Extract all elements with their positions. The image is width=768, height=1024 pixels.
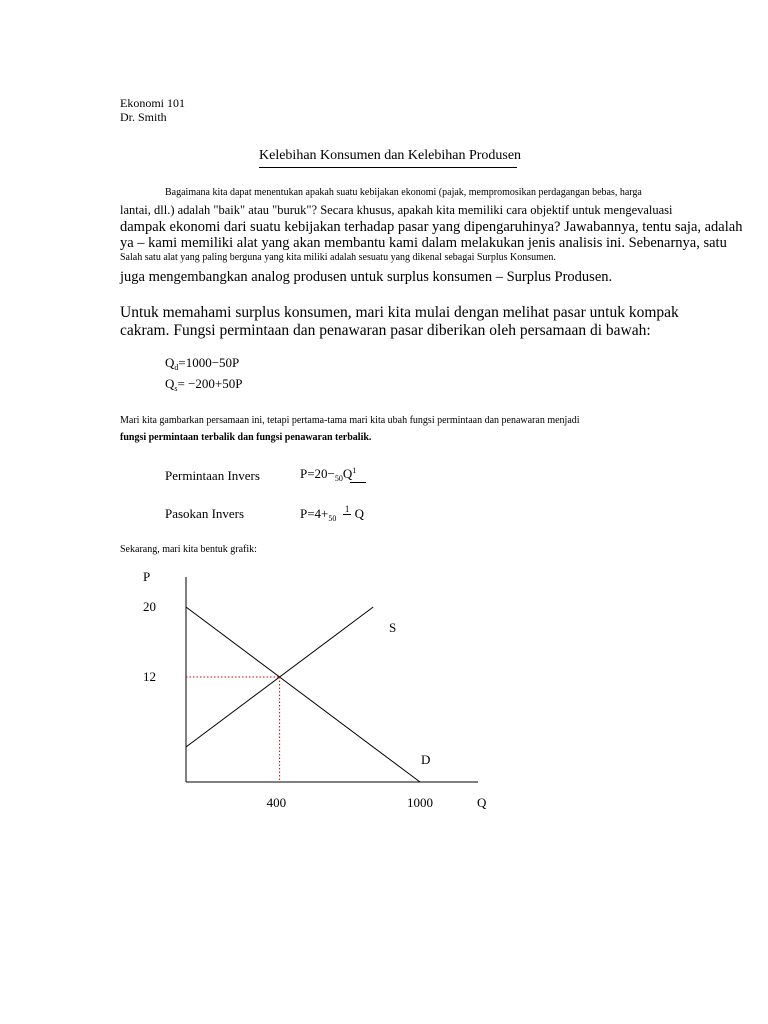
page-title: Kelebihan Konsumen dan Kelebihan Produsen (259, 148, 522, 163)
title-underline (259, 167, 517, 168)
y-tick-label-12: 12 (143, 669, 156, 684)
course-name: Ekonomi 101 (120, 96, 185, 110)
x-axis-label: Q (477, 795, 487, 810)
inverse-supply-equation: $P=4+_{50}$ 1 Q (300, 504, 365, 523)
inverse-demand-equation: $P=20-_{50}Q^1$ (300, 466, 357, 483)
para3-line-1: Mari kita gambarkan persamaan ini, tetapi pertama-tama mari kita ubah fungsi permintaan dan penawaran menjadi (120, 415, 580, 426)
demand-fraction-bar (350, 482, 366, 483)
graph-intro: Sekarang, mari kita bentuk grafik: (120, 544, 257, 555)
para3-line-2: fungsi permintaan terbalik dan fungsi penawaran terbalik. (120, 432, 372, 443)
supply-equation: $Q_s= -200+50P$ (165, 376, 243, 393)
x-tick-label-1000: 1000 (407, 795, 433, 810)
series-line-d (186, 607, 420, 782)
y-tick-label-20: 20 (143, 599, 156, 614)
para2-line-2: cakram. Fungsi permintaan dan penawaran pasar diberikan oleh persamaan di bawah: (120, 322, 651, 339)
instructor-name: Dr. Smith (120, 110, 167, 124)
y-axis-label: P (143, 569, 151, 584)
demand-equation: $Q_d=1000-50P$ (165, 355, 240, 372)
intro-line-1: Bagaimana kita dapat menentukan apakah suatu kebijakan ekonomi (pajak, mempromosikan perdagangan bebas, harga (165, 187, 642, 198)
intro-line-3: dampak ekonomi dari suatu kebijakan terhadap pasar yang dipengaruhinya? Jawabannya, tentu saja, adalah (120, 219, 743, 235)
intro-line-5: Salah satu alat yang paling berguna yang kita miliki adalah sesuatu yang dikenal sebagai Surplus Konsumen. (120, 252, 556, 263)
series-label-d: D (421, 752, 431, 767)
inverse-demand-label: Permintaan Invers (165, 468, 260, 483)
series-label-s: S (389, 620, 397, 635)
supply-demand-graph (0, 560, 768, 820)
x-tick-label-400: 400 (266, 795, 287, 810)
intro-line-6: juga mengembangkan analog produsen untuk surplus konsumen – Surplus Produsen. (120, 269, 613, 285)
inverse-supply-label: Pasokan Invers (165, 506, 245, 521)
intro-line-4: ya – kami memiliki alat yang akan membantu kami dalam melakukan jenis analisis ini. Sebenarnya, satu (120, 235, 727, 251)
intro-line-2: lantai, dll.) adalah "baik" atau "buruk"? Secara khusus, apakah kita memiliki cara objektif untuk mengevaluasi (120, 203, 673, 217)
para2-line-1: Untuk memahami surplus konsumen, mari kita mulai dengan melihat pasar untuk kompak (120, 304, 679, 321)
